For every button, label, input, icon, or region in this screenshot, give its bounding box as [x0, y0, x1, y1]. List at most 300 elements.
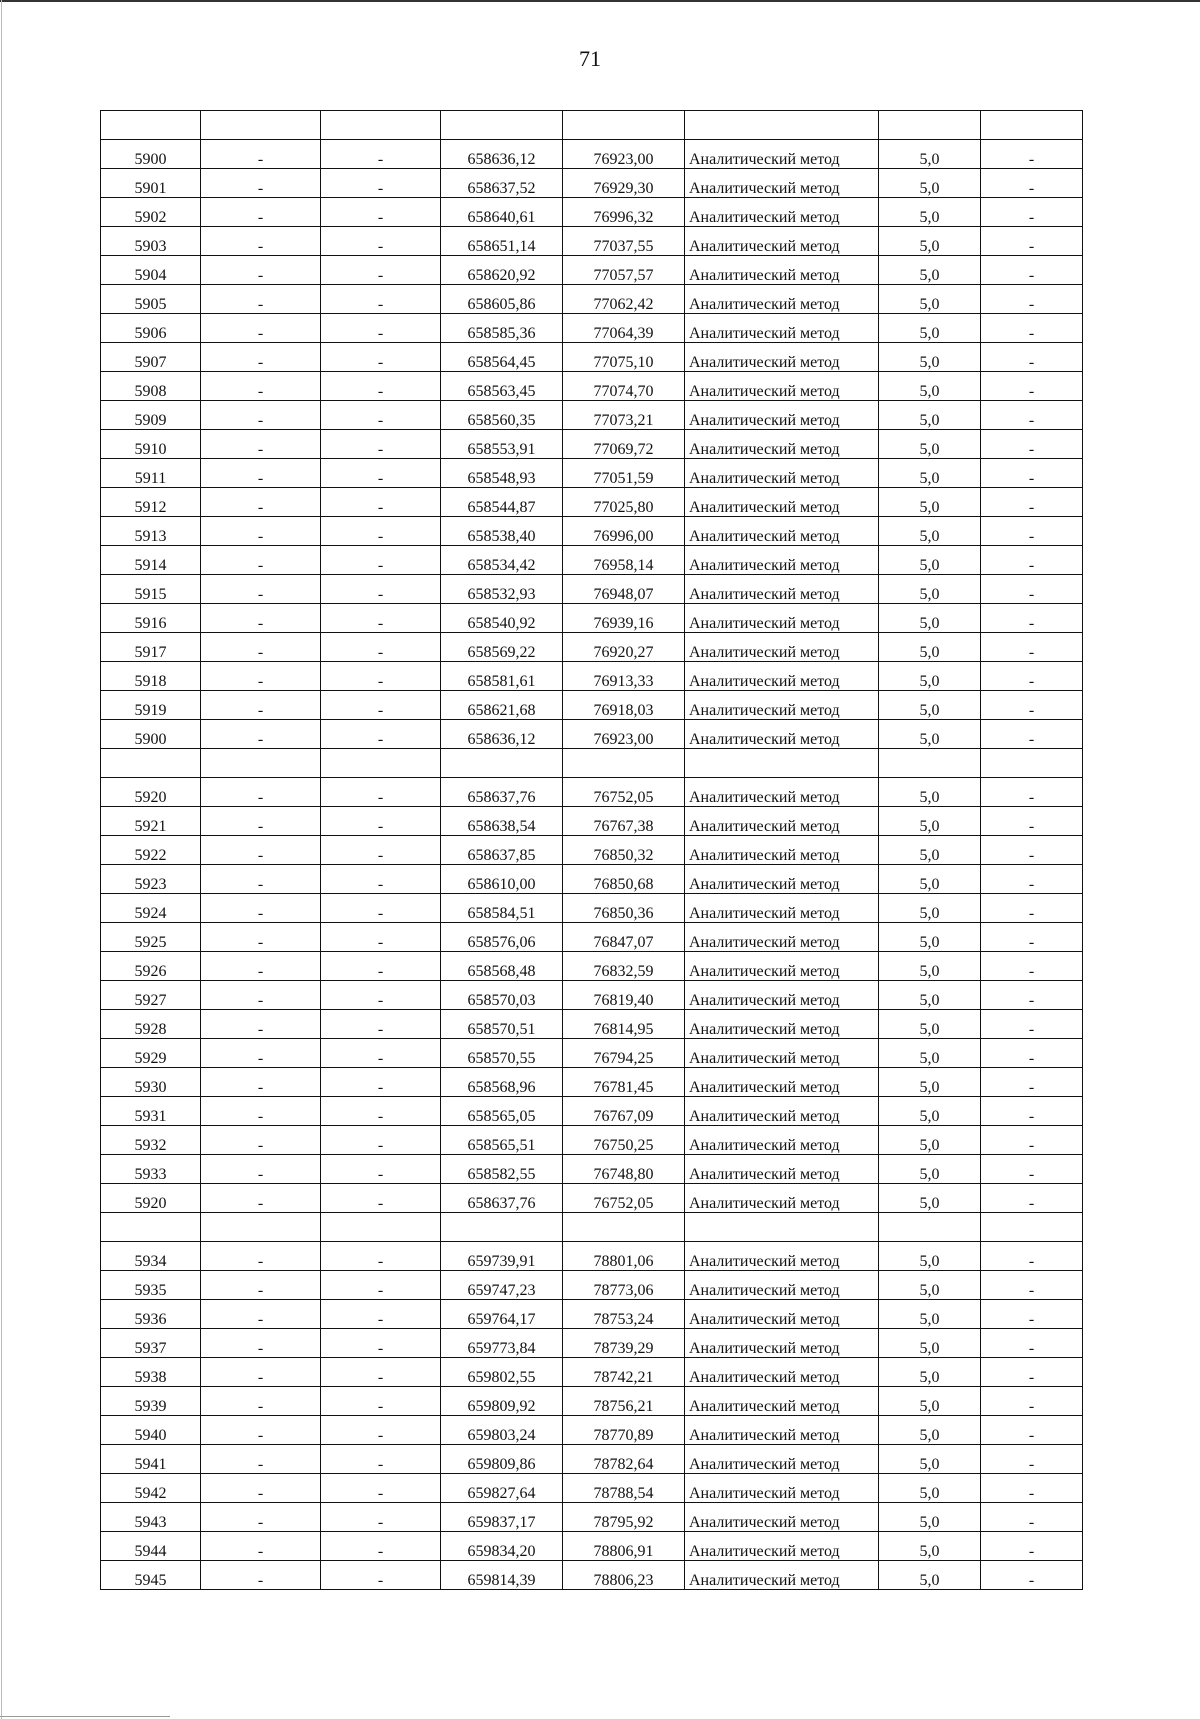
accuracy-cell: 5,0	[879, 1358, 981, 1387]
point-number-cell: 5927	[101, 981, 201, 1010]
dash-cell-b: -	[321, 952, 441, 981]
dash-cell-a: -	[201, 430, 321, 459]
dash-cell-a: -	[201, 372, 321, 401]
x-coordinate-cell: 659827,64	[441, 1474, 563, 1503]
dash-cell-b: -	[321, 1242, 441, 1271]
point-number-cell	[101, 111, 201, 140]
dash-cell-e: -	[981, 1010, 1083, 1039]
dash-cell-b: -	[321, 836, 441, 865]
method-cell: Аналитический метод	[685, 1503, 879, 1532]
method-cell: Аналитический метод	[685, 1242, 879, 1271]
y-coordinate-cell: 77037,55	[563, 227, 685, 256]
dash-cell-e: -	[981, 1416, 1083, 1445]
point-number-cell: 5912	[101, 488, 201, 517]
dash-cell-e: -	[981, 1242, 1083, 1271]
dash-cell-e: -	[981, 430, 1083, 459]
dash-cell-b: -	[321, 169, 441, 198]
x-coordinate-cell: 658636,12	[441, 720, 563, 749]
dash-cell-a: -	[201, 343, 321, 372]
dash-cell-a: -	[201, 1010, 321, 1039]
dash-cell-e: -	[981, 1358, 1083, 1387]
table-row	[101, 1561, 1083, 1590]
accuracy-cell: 5,0	[879, 1155, 981, 1184]
blank-separator-row	[101, 749, 1083, 778]
y-coordinate-cell: 77025,80	[563, 488, 685, 517]
point-number-cell: 5941	[101, 1445, 201, 1474]
dash-cell-b: -	[321, 198, 441, 227]
dash-cell-a: -	[201, 1097, 321, 1126]
y-coordinate-cell: 76996,32	[563, 198, 685, 227]
dash-cell-e: -	[981, 604, 1083, 633]
dash-cell-a: -	[201, 836, 321, 865]
dash-cell-a: -	[201, 285, 321, 314]
table-row	[101, 1097, 1083, 1126]
accuracy-cell: 5,0	[879, 372, 981, 401]
page-number: 71	[579, 46, 601, 71]
table-row	[101, 836, 1083, 865]
point-number-cell: 5945	[101, 1561, 201, 1590]
point-number-cell: 5910	[101, 430, 201, 459]
point-number-cell	[101, 749, 201, 778]
x-coordinate-cell: 658576,06	[441, 923, 563, 952]
table-row	[101, 1474, 1083, 1503]
y-coordinate-cell: 77073,21	[563, 401, 685, 430]
dash-cell-e: -	[981, 1445, 1083, 1474]
dash-cell-a: -	[201, 169, 321, 198]
dash-cell-a: -	[201, 517, 321, 546]
x-coordinate-cell: 658570,03	[441, 981, 563, 1010]
table-row	[101, 372, 1083, 401]
point-number-cell: 5909	[101, 401, 201, 430]
y-coordinate-cell: 76920,27	[563, 633, 685, 662]
dash-cell-b: -	[321, 1126, 441, 1155]
x-coordinate-cell	[441, 749, 563, 778]
table-row	[101, 1387, 1083, 1416]
dash-cell-e	[981, 111, 1083, 140]
x-coordinate-cell: 658637,85	[441, 836, 563, 865]
dash-cell-e: -	[981, 981, 1083, 1010]
dash-cell-b: -	[321, 807, 441, 836]
point-number-cell: 5933	[101, 1155, 201, 1184]
accuracy-cell: 5,0	[879, 604, 981, 633]
x-coordinate-cell: 658638,54	[441, 807, 563, 836]
point-number-cell: 5924	[101, 894, 201, 923]
y-coordinate-cell: 76958,14	[563, 546, 685, 575]
table-row	[101, 778, 1083, 807]
point-number-cell: 5935	[101, 1271, 201, 1300]
x-coordinate-cell: 658636,12	[441, 140, 563, 169]
y-coordinate-cell: 77064,39	[563, 314, 685, 343]
y-coordinate-cell: 78753,24	[563, 1300, 685, 1329]
y-coordinate-cell: 76752,05	[563, 778, 685, 807]
dash-cell-b: -	[321, 1387, 441, 1416]
method-cell: Аналитический метод	[685, 633, 879, 662]
dash-cell-e: -	[981, 372, 1083, 401]
dash-cell-b: -	[321, 546, 441, 575]
method-cell: Аналитический метод	[685, 517, 879, 546]
point-number-cell: 5911	[101, 459, 201, 488]
table-row	[101, 1532, 1083, 1561]
method-cell: Аналитический метод	[685, 285, 879, 314]
dash-cell-a: -	[201, 1387, 321, 1416]
table-row	[101, 575, 1083, 604]
accuracy-cell: 5,0	[879, 1242, 981, 1271]
point-number-cell: 5917	[101, 633, 201, 662]
dash-cell-a: -	[201, 314, 321, 343]
dash-cell-b: -	[321, 1184, 441, 1213]
point-number-cell: 5914	[101, 546, 201, 575]
point-number-cell: 5918	[101, 662, 201, 691]
bottom-border-line	[0, 1716, 170, 1717]
accuracy-cell: 5,0	[879, 836, 981, 865]
y-coordinate-cell: 76750,25	[563, 1126, 685, 1155]
accuracy-cell: 5,0	[879, 227, 981, 256]
table-row	[101, 1503, 1083, 1532]
dash-cell-a: -	[201, 1242, 321, 1271]
dash-cell-b: -	[321, 1532, 441, 1561]
dash-cell-a: -	[201, 604, 321, 633]
x-coordinate-cell: 658570,51	[441, 1010, 563, 1039]
table-row	[101, 343, 1083, 372]
x-coordinate-cell: 658581,61	[441, 662, 563, 691]
y-coordinate-cell: 76767,09	[563, 1097, 685, 1126]
x-coordinate-cell: 658637,76	[441, 1184, 563, 1213]
dash-cell-b	[321, 111, 441, 140]
accuracy-cell: 5,0	[879, 575, 981, 604]
dash-cell-e: -	[981, 459, 1083, 488]
accuracy-cell: 5,0	[879, 285, 981, 314]
method-cell: Аналитический метод	[685, 256, 879, 285]
accuracy-cell: 5,0	[879, 633, 981, 662]
y-coordinate-cell: 76913,33	[563, 662, 685, 691]
table-row	[101, 1155, 1083, 1184]
table-row	[101, 1010, 1083, 1039]
accuracy-cell: 5,0	[879, 1532, 981, 1561]
accuracy-cell: 5,0	[879, 894, 981, 923]
y-coordinate-cell: 77051,59	[563, 459, 685, 488]
accuracy-cell	[879, 749, 981, 778]
method-cell: Аналитический метод	[685, 575, 879, 604]
y-coordinate-cell	[563, 1213, 685, 1242]
y-coordinate-cell	[563, 749, 685, 778]
point-number-cell: 5905	[101, 285, 201, 314]
x-coordinate-cell: 659803,24	[441, 1416, 563, 1445]
accuracy-cell: 5,0	[879, 691, 981, 720]
dash-cell-e: -	[981, 285, 1083, 314]
dash-cell-b: -	[321, 1445, 441, 1474]
dash-cell-e: -	[981, 807, 1083, 836]
point-number-cell: 5939	[101, 1387, 201, 1416]
dash-cell-a: -	[201, 662, 321, 691]
dash-cell-a	[201, 749, 321, 778]
dash-cell-a: -	[201, 1155, 321, 1184]
x-coordinate-cell: 658568,48	[441, 952, 563, 981]
table-row	[101, 459, 1083, 488]
method-cell: Аналитический метод	[685, 952, 879, 981]
x-coordinate-cell: 658538,40	[441, 517, 563, 546]
accuracy-cell: 5,0	[879, 662, 981, 691]
point-number-cell	[101, 1213, 201, 1242]
dash-cell-b: -	[321, 140, 441, 169]
dash-cell-e: -	[981, 1184, 1083, 1213]
accuracy-cell: 5,0	[879, 778, 981, 807]
point-number-cell: 5944	[101, 1532, 201, 1561]
y-coordinate-cell: 76923,00	[563, 720, 685, 749]
point-number-cell: 5932	[101, 1126, 201, 1155]
dash-cell-b: -	[321, 314, 441, 343]
method-cell: Аналитический метод	[685, 1010, 879, 1039]
method-cell: Аналитический метод	[685, 662, 879, 691]
x-coordinate-cell: 659809,86	[441, 1445, 563, 1474]
method-cell: Аналитический метод	[685, 1068, 879, 1097]
dash-cell-b: -	[321, 604, 441, 633]
dash-cell-b: -	[321, 720, 441, 749]
dash-cell-e: -	[981, 1097, 1083, 1126]
dash-cell-a	[201, 1213, 321, 1242]
y-coordinate-cell: 78788,54	[563, 1474, 685, 1503]
dash-cell-e: -	[981, 952, 1083, 981]
table-row	[101, 198, 1083, 227]
method-cell: Аналитический метод	[685, 923, 879, 952]
dash-cell-b: -	[321, 343, 441, 372]
table-row	[101, 401, 1083, 430]
accuracy-cell: 5,0	[879, 430, 981, 459]
point-number-cell: 5920	[101, 778, 201, 807]
point-number-cell: 5937	[101, 1329, 201, 1358]
x-coordinate-cell: 659814,39	[441, 1561, 563, 1590]
dash-cell-e: -	[981, 169, 1083, 198]
dash-cell-b: -	[321, 488, 441, 517]
dash-cell-a: -	[201, 1561, 321, 1590]
table-row	[101, 517, 1083, 546]
y-coordinate-cell: 76850,68	[563, 865, 685, 894]
table-row	[101, 1184, 1083, 1213]
accuracy-cell: 5,0	[879, 401, 981, 430]
x-coordinate-cell: 659747,23	[441, 1271, 563, 1300]
accuracy-cell: 5,0	[879, 459, 981, 488]
point-number-cell: 5902	[101, 198, 201, 227]
table-row	[101, 894, 1083, 923]
dash-cell-e: -	[981, 1503, 1083, 1532]
y-coordinate-cell: 76850,32	[563, 836, 685, 865]
top-border-line	[0, 0, 1200, 2]
method-cell: Аналитический метод	[685, 227, 879, 256]
y-coordinate-cell: 78742,21	[563, 1358, 685, 1387]
accuracy-cell	[879, 111, 981, 140]
dash-cell-b: -	[321, 1503, 441, 1532]
table-row	[101, 1358, 1083, 1387]
y-coordinate-cell: 78773,06	[563, 1271, 685, 1300]
x-coordinate-cell: 658560,35	[441, 401, 563, 430]
dash-cell-a: -	[201, 1474, 321, 1503]
dash-cell-b: -	[321, 256, 441, 285]
dash-cell-e: -	[981, 1300, 1083, 1329]
y-coordinate-cell: 77074,70	[563, 372, 685, 401]
dash-cell-e: -	[981, 1387, 1083, 1416]
x-coordinate-cell: 658532,93	[441, 575, 563, 604]
method-cell: Аналитический метод	[685, 1184, 879, 1213]
method-cell: Аналитический метод	[685, 1300, 879, 1329]
dash-cell-a	[201, 111, 321, 140]
point-number-cell: 5925	[101, 923, 201, 952]
point-number-cell: 5943	[101, 1503, 201, 1532]
x-coordinate-cell: 658610,00	[441, 865, 563, 894]
method-cell: Аналитический метод	[685, 314, 879, 343]
method-cell: Аналитический метод	[685, 459, 879, 488]
accuracy-cell: 5,0	[879, 1300, 981, 1329]
table-row	[101, 1329, 1083, 1358]
dash-cell-b: -	[321, 662, 441, 691]
dash-cell-e: -	[981, 517, 1083, 546]
dash-cell-a: -	[201, 1300, 321, 1329]
dash-cell-b: -	[321, 1271, 441, 1300]
method-cell: Аналитический метод	[685, 401, 879, 430]
point-number-cell: 5901	[101, 169, 201, 198]
dash-cell-b: -	[321, 894, 441, 923]
y-coordinate-cell: 76948,07	[563, 575, 685, 604]
y-coordinate-cell: 76850,36	[563, 894, 685, 923]
accuracy-cell: 5,0	[879, 807, 981, 836]
x-coordinate-cell: 658637,52	[441, 169, 563, 198]
x-coordinate-cell: 659773,84	[441, 1329, 563, 1358]
table-row	[101, 720, 1083, 749]
accuracy-cell: 5,0	[879, 923, 981, 952]
point-number-cell: 5920	[101, 1184, 201, 1213]
method-cell: Аналитический метод	[685, 1561, 879, 1590]
dash-cell-e: -	[981, 1532, 1083, 1561]
x-coordinate-cell: 658540,92	[441, 604, 563, 633]
method-cell: Аналитический метод	[685, 488, 879, 517]
x-coordinate-cell: 658651,14	[441, 227, 563, 256]
dash-cell-e: -	[981, 1068, 1083, 1097]
dash-cell-b: -	[321, 1561, 441, 1590]
accuracy-cell: 5,0	[879, 140, 981, 169]
x-coordinate-cell: 658637,76	[441, 778, 563, 807]
accuracy-cell: 5,0	[879, 1387, 981, 1416]
point-number-cell: 5931	[101, 1097, 201, 1126]
dash-cell-e: -	[981, 865, 1083, 894]
dash-cell-e: -	[981, 401, 1083, 430]
method-cell: Аналитический метод	[685, 1039, 879, 1068]
method-cell: Аналитический метод	[685, 836, 879, 865]
dash-cell-e: -	[981, 488, 1083, 517]
y-coordinate-cell: 78795,92	[563, 1503, 685, 1532]
point-number-cell: 5900	[101, 720, 201, 749]
point-number-cell: 5928	[101, 1010, 201, 1039]
accuracy-cell: 5,0	[879, 1503, 981, 1532]
dash-cell-b: -	[321, 865, 441, 894]
y-coordinate-cell: 76996,00	[563, 517, 685, 546]
accuracy-cell: 5,0	[879, 1561, 981, 1590]
point-number-cell: 5938	[101, 1358, 201, 1387]
dash-cell-a: -	[201, 227, 321, 256]
y-coordinate-cell: 77062,42	[563, 285, 685, 314]
x-coordinate-cell: 659809,92	[441, 1387, 563, 1416]
dash-cell-a: -	[201, 952, 321, 981]
accuracy-cell: 5,0	[879, 1184, 981, 1213]
dash-cell-e: -	[981, 633, 1083, 662]
accuracy-cell: 5,0	[879, 1329, 981, 1358]
y-coordinate-cell: 76748,80	[563, 1155, 685, 1184]
dash-cell-a: -	[201, 923, 321, 952]
dash-cell-e: -	[981, 1039, 1083, 1068]
dash-cell-a: -	[201, 575, 321, 604]
method-cell	[685, 111, 879, 140]
dash-cell-b: -	[321, 1358, 441, 1387]
accuracy-cell: 5,0	[879, 720, 981, 749]
dash-cell-e: -	[981, 314, 1083, 343]
table-row	[101, 314, 1083, 343]
dash-cell-e: -	[981, 1271, 1083, 1300]
dash-cell-b: -	[321, 575, 441, 604]
table-row	[101, 981, 1083, 1010]
y-coordinate-cell: 78756,21	[563, 1387, 685, 1416]
point-number-cell: 5929	[101, 1039, 201, 1068]
dash-cell-e: -	[981, 256, 1083, 285]
y-coordinate-cell: 76832,59	[563, 952, 685, 981]
dash-cell-b: -	[321, 1474, 441, 1503]
point-number-cell: 5936	[101, 1300, 201, 1329]
dash-cell-a: -	[201, 488, 321, 517]
dash-cell-b: -	[321, 1097, 441, 1126]
dash-cell-a: -	[201, 401, 321, 430]
accuracy-cell: 5,0	[879, 314, 981, 343]
dash-cell-a: -	[201, 1358, 321, 1387]
accuracy-cell: 5,0	[879, 1474, 981, 1503]
dash-cell-a: -	[201, 1039, 321, 1068]
accuracy-cell: 5,0	[879, 952, 981, 981]
dash-cell-b: -	[321, 285, 441, 314]
table-row	[101, 807, 1083, 836]
point-number-cell: 5923	[101, 865, 201, 894]
dash-cell-b: -	[321, 227, 441, 256]
method-cell: Аналитический метод	[685, 1358, 879, 1387]
dash-cell-a: -	[201, 981, 321, 1010]
method-cell: Аналитический метод	[685, 604, 879, 633]
point-number-cell: 5906	[101, 314, 201, 343]
dash-cell-e: -	[981, 227, 1083, 256]
table-row	[101, 1416, 1083, 1445]
method-cell: Аналитический метод	[685, 1329, 879, 1358]
dash-cell-b: -	[321, 1300, 441, 1329]
method-cell: Аналитический метод	[685, 778, 879, 807]
y-coordinate-cell: 76847,07	[563, 923, 685, 952]
dash-cell-b: -	[321, 923, 441, 952]
dash-cell-b: -	[321, 981, 441, 1010]
method-cell: Аналитический метод	[685, 981, 879, 1010]
x-coordinate-cell: 658563,45	[441, 372, 563, 401]
point-number-cell: 5904	[101, 256, 201, 285]
dash-cell-e: -	[981, 720, 1083, 749]
blank-separator-row	[101, 1213, 1083, 1242]
dash-cell-a: -	[201, 459, 321, 488]
accuracy-cell: 5,0	[879, 546, 981, 575]
accuracy-cell: 5,0	[879, 1097, 981, 1126]
point-number-cell: 5930	[101, 1068, 201, 1097]
method-cell: Аналитический метод	[685, 894, 879, 923]
dash-cell-a: -	[201, 140, 321, 169]
method-cell: Аналитический метод	[685, 865, 879, 894]
dash-cell-e	[981, 1213, 1083, 1242]
dash-cell-a: -	[201, 1503, 321, 1532]
dash-cell-e: -	[981, 546, 1083, 575]
dash-cell-e: -	[981, 894, 1083, 923]
x-coordinate-cell: 659739,91	[441, 1242, 563, 1271]
dash-cell-e: -	[981, 691, 1083, 720]
method-cell: Аналитический метод	[685, 1445, 879, 1474]
dash-cell-e: -	[981, 836, 1083, 865]
x-coordinate-cell: 658544,87	[441, 488, 563, 517]
